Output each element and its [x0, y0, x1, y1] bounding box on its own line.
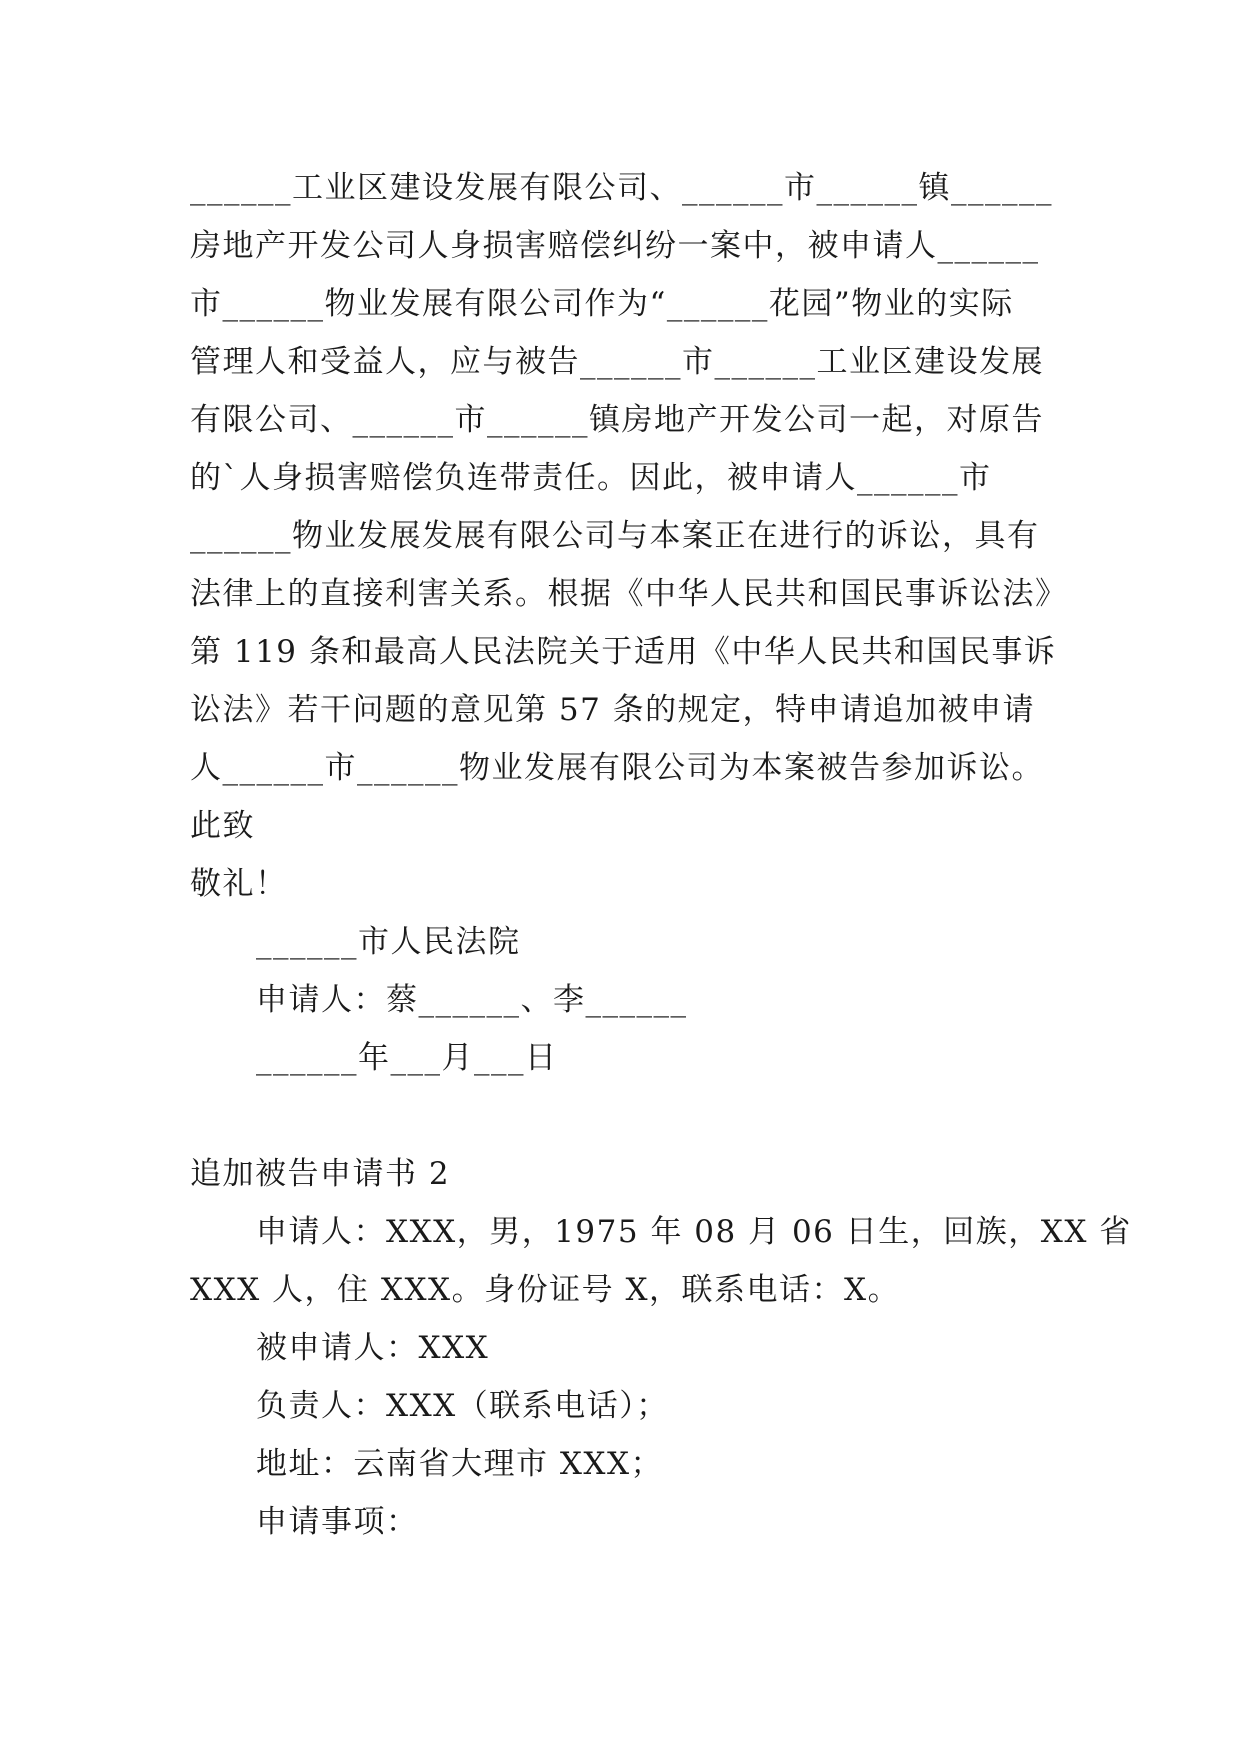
- body-line-5: 有限公司、______市______镇房地产开发公司一起，对原告: [190, 402, 1044, 438]
- body-line-1: ______工业区建设发展有限公司、______市______镇______: [190, 170, 1053, 206]
- body-line-2: 房地产开发公司人身损害赔偿纠纷一案中，被申请人______: [190, 228, 1040, 264]
- applicant-info-line-1: 申请人：XXX，男，1975 年 08 月 06 日生，回族，XX 省: [256, 1214, 1132, 1250]
- body-line-3: 市______物业发展有限公司作为“______花园”物业的实际: [190, 286, 1014, 322]
- body-line-11: 人______市______物业发展有限公司为本案被告参加诉讼。: [190, 750, 1044, 786]
- body-line-7: ______物业发展发展有限公司与本案正在进行的诉讼，具有: [190, 518, 1040, 554]
- court-name: ______市人民法院: [256, 924, 521, 960]
- salutation: 此致: [190, 808, 255, 844]
- address: 地址：云南省大理市 XXX；: [256, 1446, 664, 1482]
- request-items: 申请事项：: [256, 1504, 419, 1540]
- date-line: ______年___月___日: [256, 1040, 558, 1076]
- body-line-8: 法律上的直接利害关系。根据《中华人民共和国民事诉讼法》: [190, 576, 1068, 612]
- respondent: 被申请人：XXX: [256, 1330, 490, 1366]
- body-line-9: 第 119 条和最高人民法院关于适用《中华人民共和国民事诉: [190, 634, 1057, 670]
- body-line-10: 讼法》若干问题的意见第 57 条的规定，特申请追加被申请: [190, 692, 1036, 728]
- applicants: 申请人：蔡______、李______: [256, 982, 688, 1018]
- applicant-info-line-2: XXX 人，住 XXX。身份证号 X，联系电话：X。: [190, 1272, 901, 1308]
- section-title: 追加被告申请书 2: [190, 1156, 451, 1192]
- responsible-person: 负责人：XXX（联系电话）；: [256, 1388, 669, 1424]
- closing: 敬礼！: [190, 866, 288, 902]
- body-line-6: 的`人身损害赔偿负连带责任。因此，被申请人______市: [190, 460, 992, 496]
- body-line-4: 管理人和受益人，应与被告______市______工业区建设发展: [190, 344, 1044, 380]
